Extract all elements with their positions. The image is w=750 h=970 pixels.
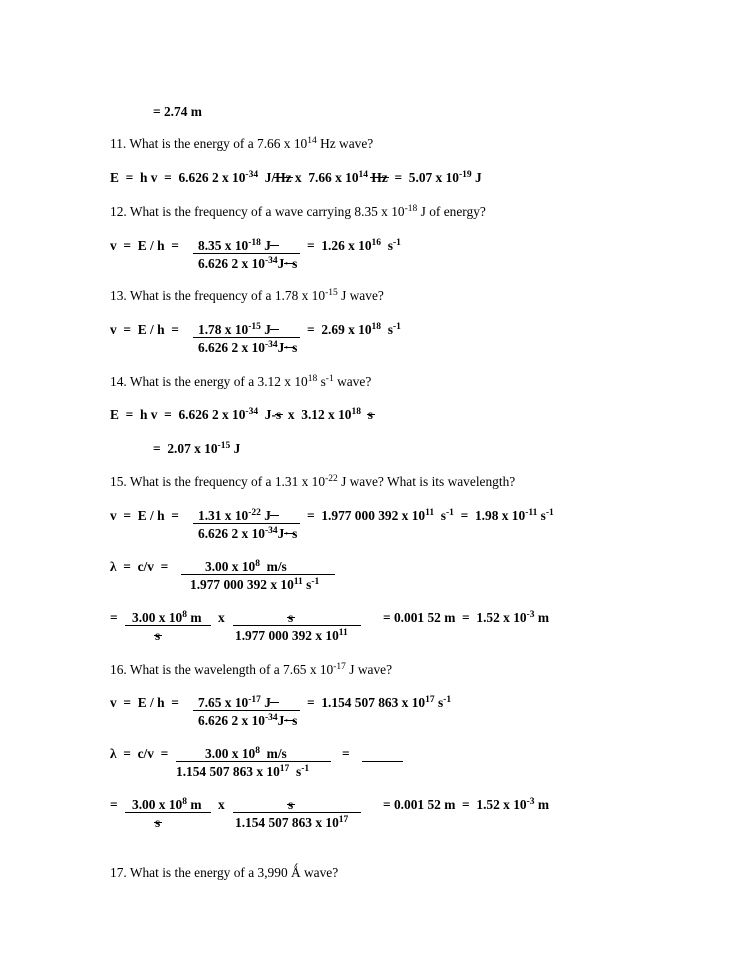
question-13: 13. What is the frequency of a 1.78 x $10^{-15}$ J wave?	[110, 288, 384, 303]
answer-11: E = h v = 6.626 2 x $10^{-34}$ J/Hz x 7.66 x $10^{14}$ Hz = 5.07 x $10^{-19}$ J	[110, 170, 482, 185]
question-17: 17. What is the energy of a 3,990 Ǻ wave?	[110, 865, 339, 880]
question-11: 11. What is the energy of a 7.66 x $10^{14}$ Hz wave?	[110, 136, 374, 151]
question-15: 15. What is the frequency of a 1.31 x $10^{-22}$ J wave? What is its wavelength?	[110, 474, 516, 489]
answer-line: = 2.74 m	[153, 104, 202, 119]
question-12: 12. What is the frequency of a wave carrying 8.35 x $10^{-18}$ J of energy?	[110, 204, 486, 219]
question-14: 14. What is the energy of a 3.12 x $10^{18}$ $s^{-1}$ wave?	[110, 374, 372, 389]
question-16: 16. What is the wavelength of a 7.65 x $10^{-17}$ J wave?	[110, 662, 393, 677]
answer-14-result: = 2.07 x $10^{-15}$ J	[153, 441, 241, 456]
answer-14: E = h v = 6.626 2 x $10^{-34}$ J-s x 3.12 x $10^{18}$ s	[110, 407, 373, 422]
